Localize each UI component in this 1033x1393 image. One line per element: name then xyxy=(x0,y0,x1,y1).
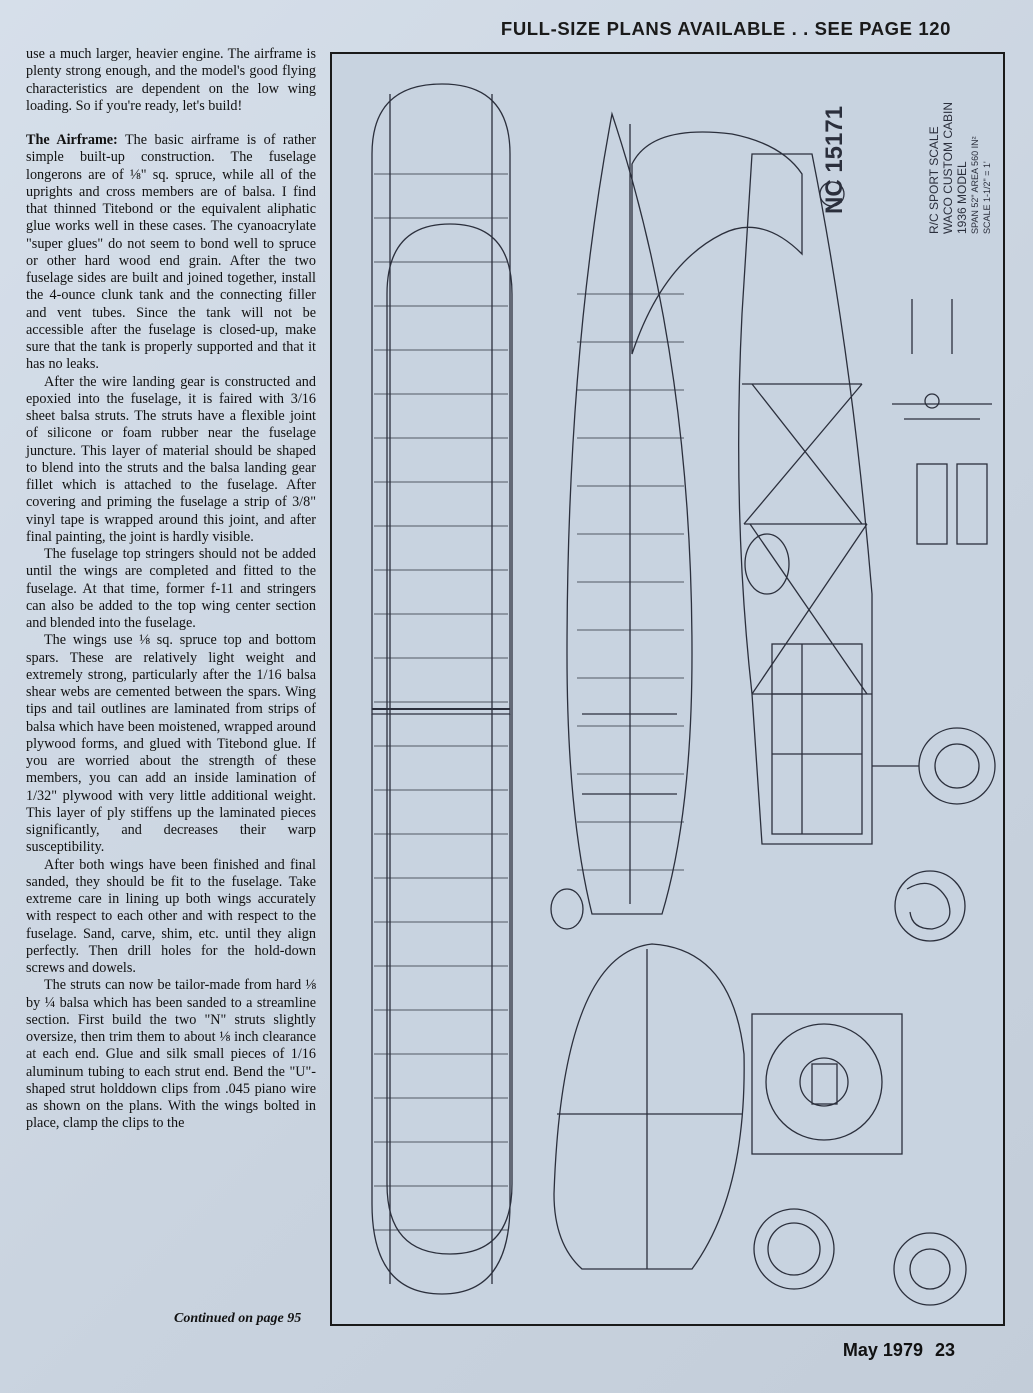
article-paragraph: After the wire landing gear is constructed and epoxied into the fuselage, it is faired with 3/16 sheet balsa struts. The struts have a flexible joint of silicone or foam rubber near the fuselage juncture. This layer of material should be shaped to blend into the struts and the balsa landing gear fillet which is attached to the fuselage. After covering and priming the fuselage a strip of 3/8" vinyl tape is wrapped around this joint, and after final painting, the joint is hardly visible. xyxy=(26,373,316,545)
article-paragraph: After both wings have been finished and final sanded, they should be fit to the fuselage. Take extreme care in lining up both wings accurately with respect to each other and with respect to the fuselage. Sand, carve, shim, etc. until they align perfectly. Then drill holes for the hold-down screws and dowels. xyxy=(26,856,316,976)
fuselage-side-view xyxy=(739,154,872,844)
top-wing-plan xyxy=(372,84,510,1294)
svg-text:SPAN 52" AREA 560 IN²: SPAN 52" AREA 560 IN² xyxy=(970,136,980,234)
plans-drawing xyxy=(330,52,1005,1326)
article-paragraph: The wings use ⅛ sq. spruce top and bottom spars. These are relatively light weight and extremely strong, particularly after the 1/16 balsa shear webs are cemented between the spars. Wing tips and tail outlines are laminated from strips of balsa which have been moistened, wrapped around plywood forms, and glued with Titebond glue. If you are worried about the strength of these members, you can add an inside lamination of 1/32" plywood with very little additional weight. This layer of ply stiffens up the laminated pieces significantly, and decreases their warp susceptibility. xyxy=(26,632,316,856)
section-heading: The Airframe: xyxy=(26,132,118,148)
issue-date: May 1979 xyxy=(842,1340,923,1360)
article-paragraph: The fuselage top stringers should not be added until the wings are completed and fitted to the fuselage. At that time, former f-11 and stringers can also be added to the top wing center section and blended into the fuselage. xyxy=(26,546,316,631)
registration-mark: NC 15171 xyxy=(821,105,848,214)
continued-note: Continued on page 95 xyxy=(174,1311,302,1326)
page-number: 23 xyxy=(934,1340,955,1360)
title-block xyxy=(927,102,992,234)
cowl-rings xyxy=(754,1209,966,1305)
svg-text:SCALE 1-1/2" = 1': SCALE 1-1/2" = 1' xyxy=(982,161,992,234)
article-column xyxy=(26,46,316,1133)
article-paragraph: use a much larger, heavier engine. The airframe is plenty strong enough, and the model's good flying characteristics are dependent on the low wing loading. So if you're ready, let's build! xyxy=(26,46,316,114)
svg-text:WACO CUSTOM CABIN: WACO CUSTOM CABIN xyxy=(941,101,955,234)
page-footer xyxy=(843,1340,955,1361)
bottom-wing-plan xyxy=(387,224,512,1254)
plans-available-header: FULL-SIZE PLANS AVAILABLE . . SEE PAGE 120 xyxy=(500,18,951,39)
article-paragraph: The struts can now be tailor-made from hard ⅛ by ¼ balsa which has been sanded to a streamline section. First build the two "N" struts slightly oversize, then trim them to about ⅛ inch clearance at each end. Glue and silk small pieces of 1/16 aluminum tubing to each strut end. Bend the "U"-shaped strut holddown clips from .045 piano wire as shown on the plans. With the wings bolted in place, clamp the clips to the xyxy=(26,977,316,1132)
cowl-disc xyxy=(895,871,965,941)
fuselage-top-view xyxy=(551,114,692,929)
stabilizer-plan xyxy=(554,944,744,1269)
svg-text:1936 MODEL: 1936 MODEL xyxy=(955,161,969,234)
wheel-side xyxy=(872,728,995,804)
svg-text:R/C SPORT SCALE: R/C SPORT SCALE xyxy=(927,126,941,234)
article-paragraph: The Airframe: The basic airframe is of rather simple built-up construction. The fuselage longerons are of ⅛" sq. spruce, while all of the uprights and cross members are of balsa. I find that thinned Titebond or the equivalent aliphatic glue works well in these cases. The cyanoacrylate "super glues" do not seem to bond well to spruce or other hard wood end grain. After the two fuselage sides are built and joined together, install the 4-ounce clunk tank and the connecting filler and vent tubes. Since the tank will not be accessible after the fuselage is closed-up, make sure that the tank is properly supported and that it has no leaks. xyxy=(26,132,317,373)
three-view-sketch xyxy=(892,299,992,544)
front-view-engine xyxy=(752,1014,902,1154)
blueprint-svg xyxy=(332,54,1005,1326)
